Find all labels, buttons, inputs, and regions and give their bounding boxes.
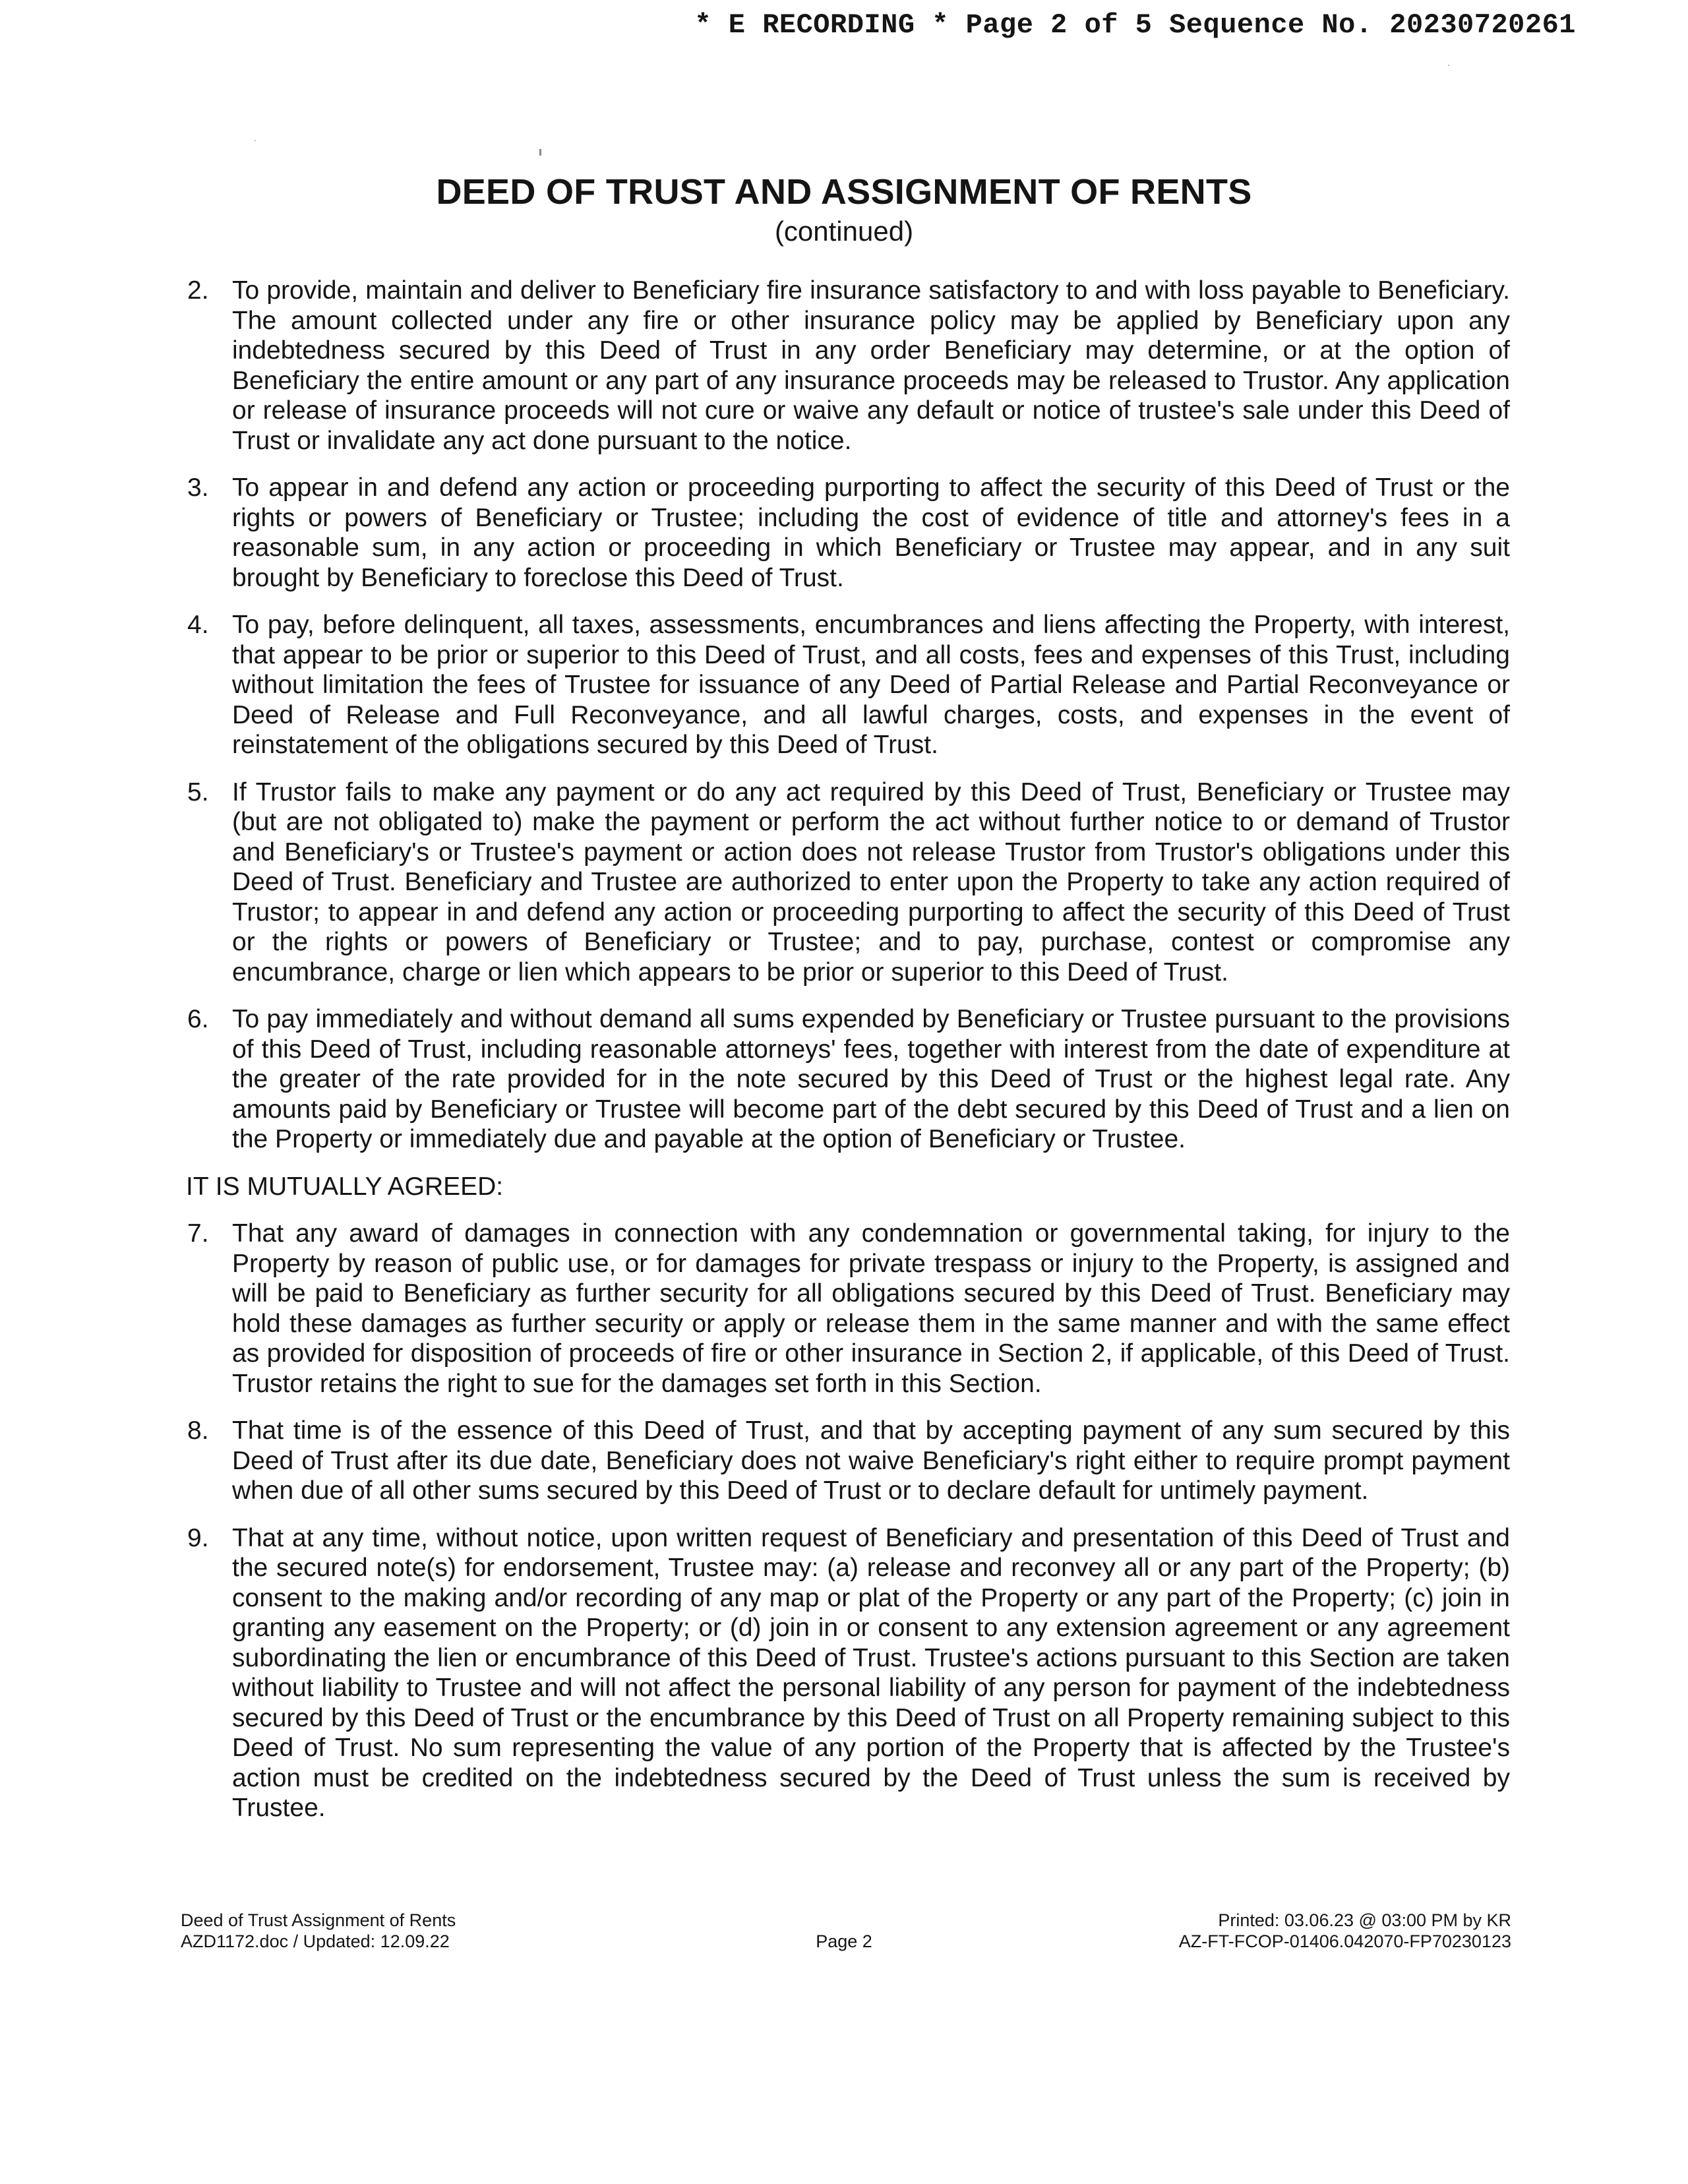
document-title: DEED OF TRUST AND ASSIGNMENT OF RENTS — [436, 172, 1252, 212]
clause-text: To provide, maintain and deliver to Beneficiary fire insurance satisfactory to and with loss payable to Beneficiary. The amount collected under any fire or other insurance policy may be applied by Beneficiary upon any indebtedness secured by this Deed of Trust in any order Beneficiary may determine, or at the option of Beneficiary the entire amount or any part of any insurance proceeds may be released to Trustor. Any application or release of insurance proceeds will not cure or waive any default or notice of trustee's sale under this Deed of Trust or invalidate any act done pursuant to the notice. — [232, 276, 1510, 455]
clause-text: That any award of damages in connection with any condemnation or governmental taking, for injury to the Property by reason of public use, or for damages for private trespass or injury to the Property, is assigned and will be paid to Beneficiary as further security for all obligations secured by this Deed of Trust. Beneficiary may hold these damages as further security or apply or release them in the same manner and with the same effect as provided for disposition of proceeds of fire or other insurance in Section 2, if applicable, of this Deed of Trust. Trustor retains the right to sue for the damages set forth in this Section. — [232, 1219, 1510, 1398]
clause-text: To pay immediately and without demand all sums expended by Beneficiary or Trustee pursuant to the provisions of this Deed of Trust, including reasonable attorneys' fees, together with interest from the date of expenditure at the greater of the rate provided for in the note secured by this Deed of Trust or the highest legal rate. Any amounts paid by Beneficiary or Trustee will become part of the debt secured by this Deed of Trust and a lien on the Property or immediately due and payable at the option of Beneficiary or Trustee. — [232, 1005, 1510, 1153]
title-block — [0, 170, 1688, 249]
clause-text: That at any time, without notice, upon written request of Beneficiary and presentation of this Deed of Trust and the secured note(s) for endorsement, Trustee may: (a) release and reconvey all or any part of the Property; (b) consent to the making and/or recording of any map or plat of the Property or any part of the Property; (c) join in granting any easement on the Property; or (d) join in or consent to any extension agreement or any agreement subordinating the lien or encumbrance of this Deed of Trust. Trustee's actions pursuant to this Section are taken without liability to Trustee and will not affect the personal liability of any person for payment of the indebtedness secured by this Deed of Trust or the encumbrance by this Deed of Trust on all Property remaining subject to this Deed of Trust. No sum representing the value of any portion of the Property that is affected by the Trustee's action must be credited on the indebtedness secured by the Deed of Trust unless the sum is received by Trustee. — [232, 1523, 1510, 1822]
clause-7 — [178, 1219, 1510, 1399]
scan-speck — [539, 149, 541, 156]
clause-text: If Trustor fails to make any payment or do any act required by this Deed of Trust, Beneficiary or Trustee may (but are not obligated to) make the payment or perform the act without further notice to or demand of Trustor and Beneficiary's or Trustee's payment or action does not release Trustor from Trustor's obligations under this Deed of Trust. Beneficiary and Trustee are authorized to enter upon the Property to take any action required of Trustor; to appear in and defend any action or proceeding purporting to affect the security of this Deed of Trust or the rights or powers of Beneficiary or Trustee; and to pay, purchase, contest or compromise any encumbrance, charge or lien which appears to be prior or superior to this Deed of Trust. — [232, 777, 1510, 986]
recording-stamp: * E RECORDING * Page 2 of 5 Sequence No. 20230720261 — [694, 9, 1576, 41]
scan-speck — [1448, 65, 1449, 66]
clause-number: 9. — [187, 1523, 209, 1552]
clause-number: 2. — [187, 276, 209, 305]
footer-form-version: AZD1172.doc / Updated: 12.09.22 — [181, 1931, 450, 1951]
footer-right — [1179, 1910, 1511, 1952]
clause-9 — [178, 1523, 1510, 1823]
clause-text: To pay, before delinquent, all taxes, assessments, encumbrances and liens affecting the Property, with interest, that appear to be prior or superior to this Deed of Trust, and all costs, fees and expenses of this Trust, including without limitation the fees of Trustee for issuance of any Deed of Partial Release and Partial Reconveyance or Deed of Release and Full Reconveyance, and all lawful charges, costs, and expenses in the event of reinstatement of the obligations secured by this Deed of Trust. — [232, 611, 1510, 759]
footer-printed-info: Printed: 03.06.23 @ 03:00 PM by KR — [1218, 1910, 1511, 1930]
clause-number: 3. — [187, 473, 209, 502]
document-body — [178, 276, 1510, 1840]
scan-speck — [255, 140, 256, 141]
clause-number: 5. — [187, 777, 209, 806]
clause-number: 8. — [187, 1416, 209, 1445]
clause-4 — [178, 610, 1510, 760]
clause-6 — [178, 1004, 1510, 1155]
footer-page-number: Page 2 — [816, 1931, 872, 1951]
clause-number: 7. — [187, 1219, 209, 1248]
clause-text: That time is of the essence of this Deed of Trust, and that by accepting payment of any sum secured by this Deed of Trust after its due date, Beneficiary does not waive Beneficiary's right either to require prompt payment when due of all other sums secured by this Deed of Trust or to declare default for untimely payment. — [232, 1416, 1510, 1505]
clause-number: 4. — [187, 611, 209, 639]
clause-8 — [178, 1416, 1510, 1506]
clause-2 — [178, 276, 1510, 456]
clause-number: 6. — [187, 1005, 209, 1033]
clause-text: To appear in and defend any action or proceeding purporting to affect the security of this Deed of Trust or the rights or powers of Beneficiary or Trustee; including the cost of evidence of title and attorney's fees in a reasonable sum, in any action or proceeding in which Beneficiary or Trustee may appear, and in any suit brought by Beneficiary to foreclose this Deed of Trust. — [232, 473, 1510, 592]
section-heading: IT IS MUTUALLY AGREED: — [186, 1172, 504, 1201]
footer-file-number: AZ-FT-FCOP-01406.042070-FP70230123 — [1178, 1931, 1511, 1951]
clause-3 — [178, 473, 1510, 593]
clause-5 — [178, 777, 1510, 988]
document-subtitle: (continued) — [774, 216, 914, 247]
footer-form-name: Deed of Trust Assignment of Rents — [181, 1910, 456, 1930]
